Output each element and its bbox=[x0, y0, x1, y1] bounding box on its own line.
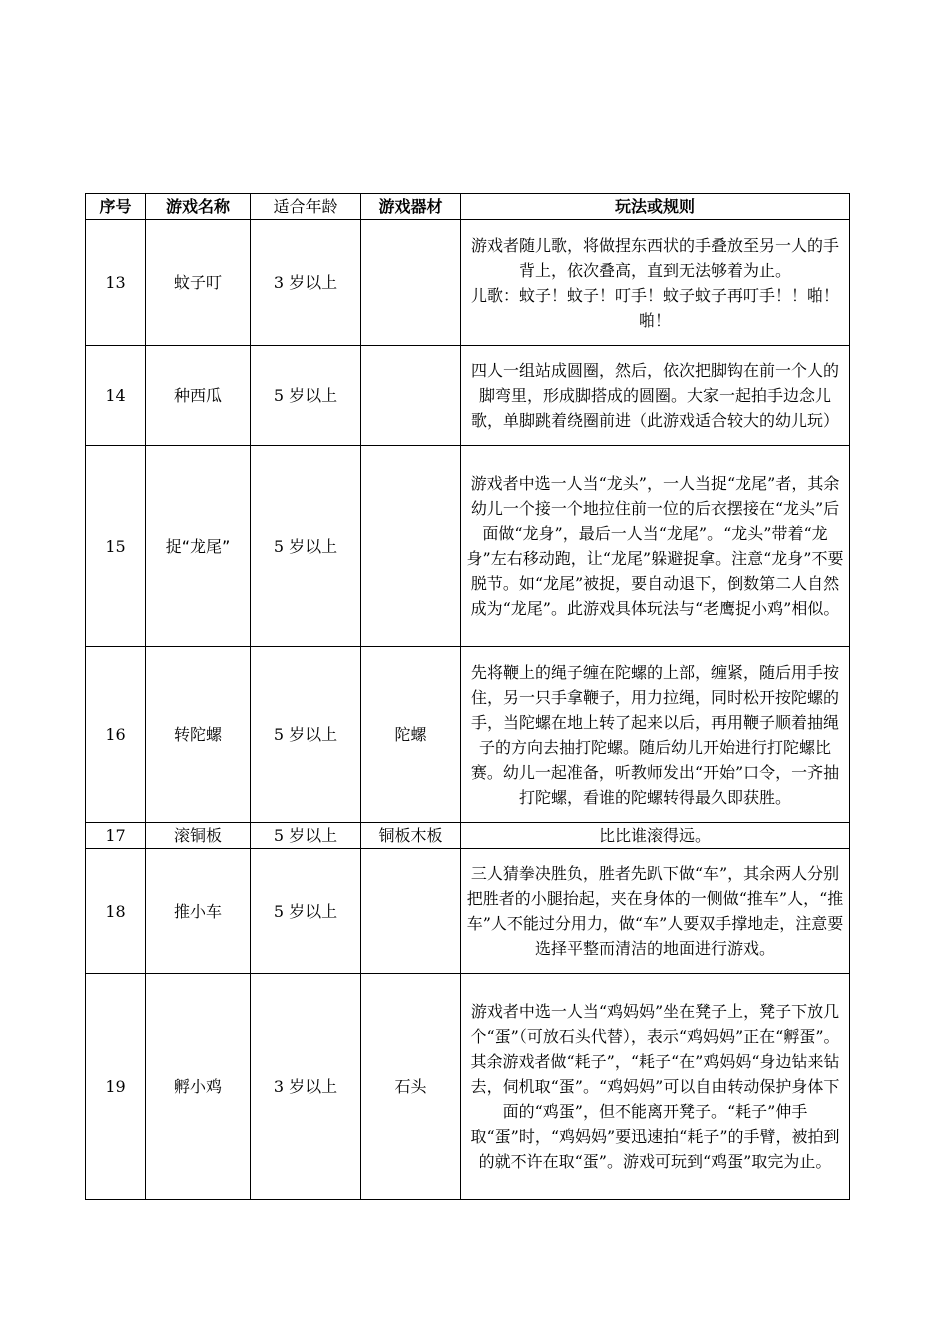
table-row bbox=[86, 220, 850, 346]
rule-text: 先将鞭上的绳子缠在陀螺的上部，缠紧，随后用手按住，另一只手拿鞭子，用力拉绳，同时松开按陀螺的手，当陀螺在地上转了起来以后，再用鞭子顺着抽绳子的方向去抽打陀螺。随后幼儿开始进行打陀螺比赛。幼儿一起准备，听教师发出“开始”口令，一齐抽打陀螺，看谁的陀螺转得最久即获胜。 bbox=[470, 662, 840, 807]
row-num: 19 bbox=[86, 974, 146, 1200]
table-row bbox=[86, 823, 850, 849]
header-name: 游戏名称 bbox=[146, 194, 251, 220]
row-age: 5 岁以上 bbox=[251, 823, 361, 849]
row-num: 18 bbox=[86, 849, 146, 974]
games-table bbox=[85, 193, 850, 1200]
row-num: 17 bbox=[86, 823, 146, 849]
header-age: 适合年龄 bbox=[251, 194, 361, 220]
row-game-name: 转陀螺 bbox=[146, 647, 251, 823]
rule-text: 游戏者中选一人当“龙头”，一人当捉“龙尾”者，其余幼儿一个接一个地拉住前一位的后衣摆接在“龙头”后面做“龙身”，最后一人当“龙尾”。“龙头”带着“龙身”左右移动跑，让“龙尾”躲避捉拿。注意“龙身”不要脱节。如“龙尾”被捉，要自动退下，倒数第二人自然成为“龙尾”。此游戏具体玩法与“老鹰捉小鸡”相似。 bbox=[466, 474, 844, 618]
row-num: 16 bbox=[86, 647, 146, 823]
row-num: 13 bbox=[86, 220, 146, 346]
row-equipment bbox=[361, 849, 461, 974]
row-game-name: 种西瓜 bbox=[146, 346, 251, 446]
row-age: 3 岁以上 bbox=[251, 220, 361, 346]
row-game-name: 推小车 bbox=[146, 849, 251, 974]
row-equipment bbox=[361, 220, 461, 346]
table-row bbox=[86, 446, 850, 647]
header-rules: 玩法或规则 bbox=[461, 194, 850, 220]
row-rules bbox=[461, 647, 850, 823]
row-rules bbox=[461, 974, 850, 1200]
table-row bbox=[86, 974, 850, 1200]
rule-text: 儿歌：蚊子！蚊子！叮手！蚊子蚊子再叮手！！啪！啪！ bbox=[470, 285, 839, 330]
row-equipment: 陀螺 bbox=[361, 647, 461, 823]
row-age: 3 岁以上 bbox=[251, 974, 361, 1200]
row-equipment bbox=[361, 346, 461, 446]
header-num: 序号 bbox=[86, 194, 146, 220]
row-rules bbox=[461, 823, 850, 849]
row-equipment: 石头 bbox=[361, 974, 461, 1200]
row-game-name: 捉“龙尾” bbox=[146, 446, 251, 647]
row-game-name: 滚铜板 bbox=[146, 823, 251, 849]
row-game-name: 孵小鸡 bbox=[146, 974, 251, 1200]
header-row bbox=[86, 194, 850, 220]
row-game-name: 蚊子叮 bbox=[146, 220, 251, 346]
row-rules bbox=[461, 220, 850, 346]
rule-text: 游戏者随儿歌，将做捏东西状的手叠放至另一人的手背上，依次叠高，直到无法够着为止。 bbox=[470, 235, 839, 280]
row-age: 5 岁以上 bbox=[251, 647, 361, 823]
row-rules bbox=[461, 446, 850, 647]
row-age: 5 岁以上 bbox=[251, 446, 361, 647]
row-rules bbox=[461, 346, 850, 446]
row-num: 14 bbox=[86, 346, 146, 446]
row-age: 5 岁以上 bbox=[251, 346, 361, 446]
rule-text: 比比谁滚得远。 bbox=[598, 826, 711, 845]
row-equipment: 铜板木板 bbox=[361, 823, 461, 849]
row-equipment bbox=[361, 446, 461, 647]
row-rules bbox=[461, 849, 850, 974]
row-age: 5 岁以上 bbox=[251, 849, 361, 974]
rule-text: 四人一组站成圆圈，然后，依次把脚钩在前一个人的脚弯里，形成脚搭成的圆圈。大家一起拍手边念儿歌，单脚跳着绕圈前进（此游戏适合较大的幼儿玩） bbox=[470, 361, 839, 430]
table-row bbox=[86, 849, 850, 974]
table-body bbox=[86, 220, 850, 1200]
header-equipment: 游戏器材 bbox=[361, 194, 461, 220]
rule-text: 游戏者中选一人当“鸡妈妈”坐在凳子上，凳子下放几个“蛋”（可放石头代替），表示“鸡妈妈”正在“孵蛋”。其余游戏者做“耗子”，“耗子“在”鸡妈妈“身边钻来钻去，伺机取“蛋”。“鸡妈妈”可以自由转动保护身体下面的“鸡蛋”，但不能离开凳子。“耗子”伸手取“蛋”时，“鸡妈妈”要迅速拍“耗子”的手臂，被拍到的就不许在取“蛋”。游戏可玩到“鸡蛋”取完为止。 bbox=[470, 1002, 840, 1171]
table-row bbox=[86, 647, 850, 823]
table-row bbox=[86, 346, 850, 446]
rule-text: 三人猜拳决胜负，胜者先趴下做“车”，其余两人分别把胜者的小腿抬起，夹在身体的一侧做“推车”人，“推车”人不能过分用力，做“车”人要双手撑地走，注意要选择平整而清洁的地面进行游戏。 bbox=[466, 864, 844, 958]
row-num: 15 bbox=[86, 446, 146, 647]
